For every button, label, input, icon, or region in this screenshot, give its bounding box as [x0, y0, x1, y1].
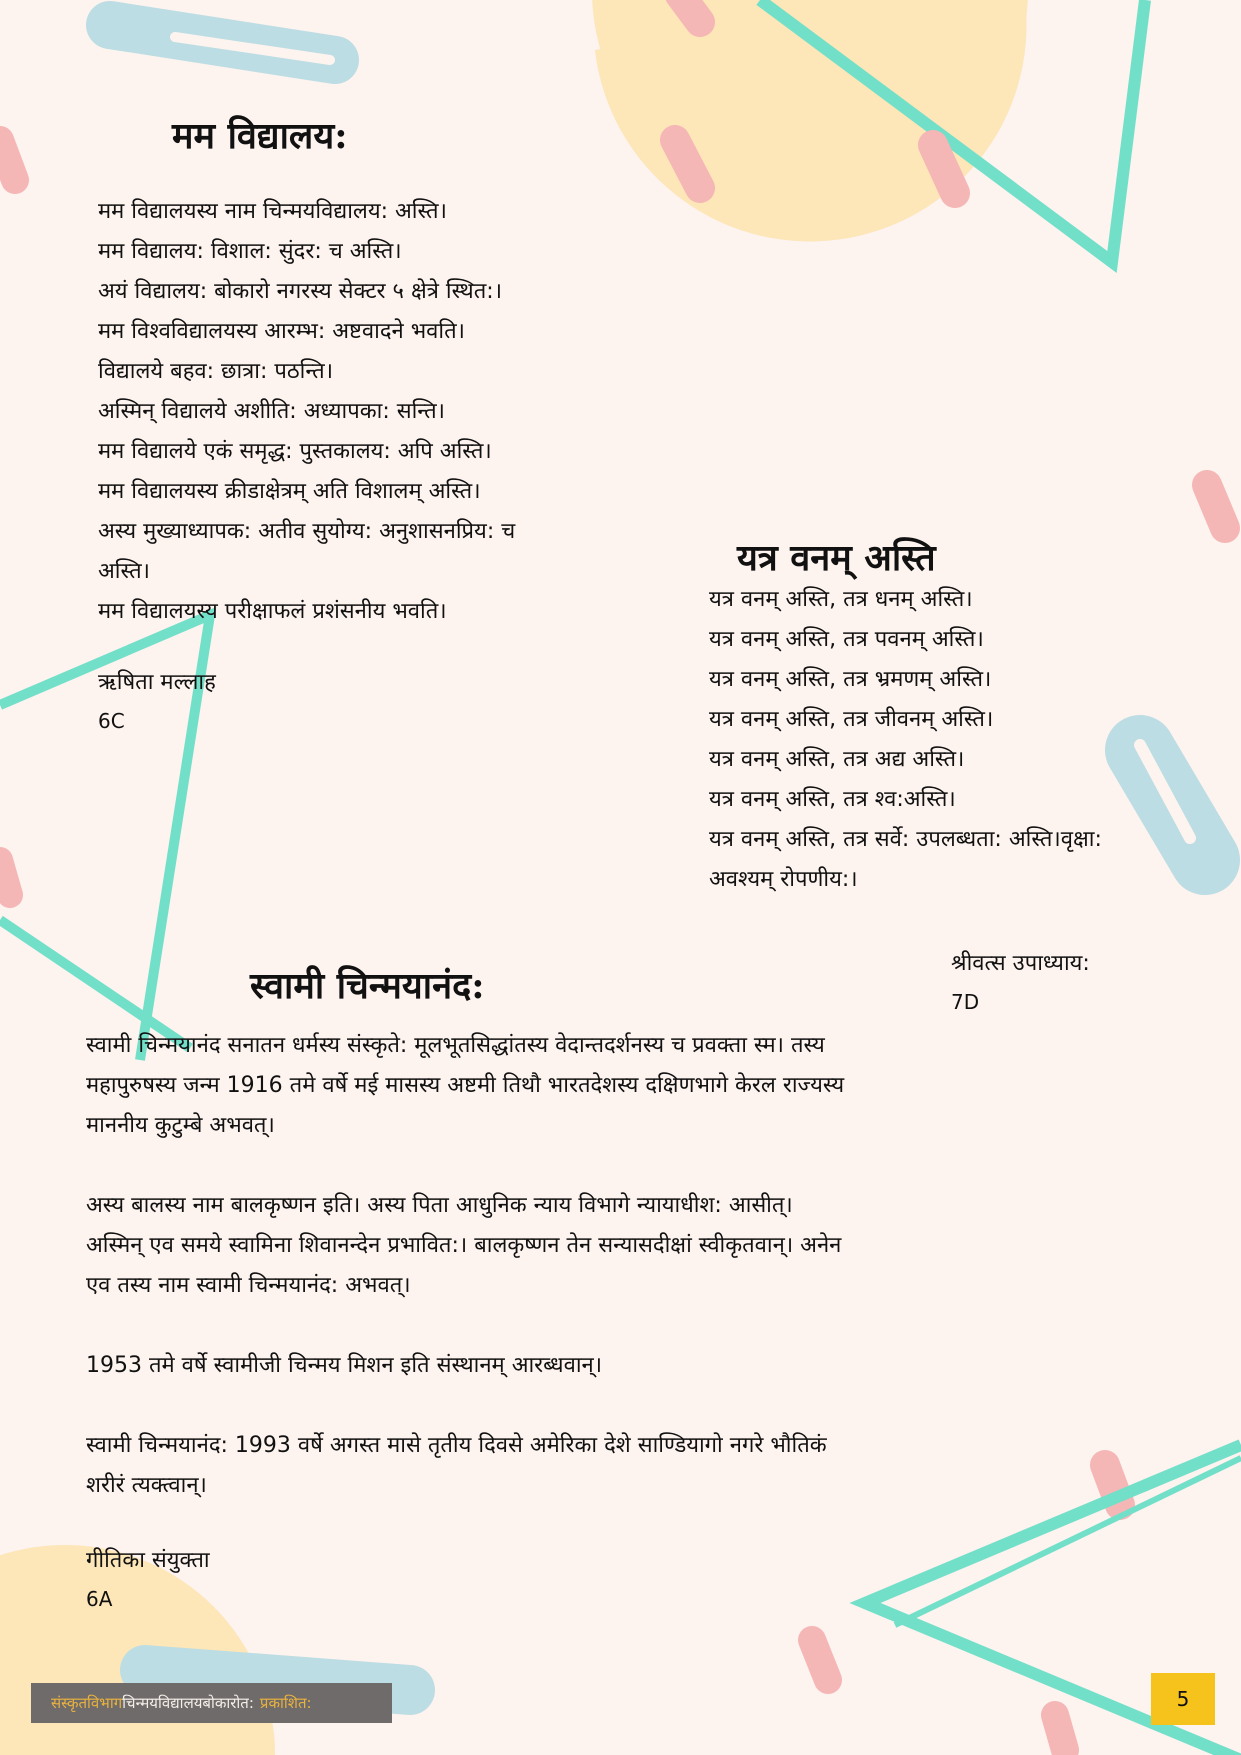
- text-line: अस्य मुख्याध्यापक: अतीव सुयोग्य: अनुशासनप्रिय: च: [98, 519, 516, 544]
- forest-class: 7D: [951, 990, 980, 1014]
- text-line: यत्र वनम् अस्ति, तत्र पवनम् अस्ति।: [709, 627, 984, 652]
- text-line: अस्ति।: [98, 559, 150, 584]
- footer-published: प्रकाशित:: [259, 1694, 312, 1712]
- swami-paragraph: 1953 तमे वर्षे स्वामीजी चिन्मय मिशन इति संस्थानम् आरब्धवान्।: [86, 1353, 603, 1378]
- forest-author: श्रीवत्स उपाध्याय:: [951, 951, 1090, 976]
- swami-paragraph: अस्य बालस्य नाम बालकृष्णन इति। अस्य पिता आधुनिक न्याय विभागे न्यायाधीश: आसीत्। अस्मिन् एव समये स्वामिना शिवानन्देन प्रभावित:। बालकृष्णन तेन सन्यासदीक्षां स्वीकृतवान्। अनेन एव तस्य नाम स्वामी चिन्मयानंद: अभवत्।: [86, 1193, 842, 1298]
- text-line: यत्र वनम् अस्ति, तत्र भ्रमणम् अस्ति।: [709, 667, 992, 692]
- text-line: यत्र वनम् अस्ति, तत्र जीवनम् अस्ति।: [709, 707, 994, 732]
- text-line: मम विद्यालयस्य क्रीडाक्षेत्रम् अति विशालम् अस्ति।: [98, 479, 481, 504]
- school-author: ऋषिता मल्लाह: [98, 670, 216, 695]
- text-line: मम विद्यालयस्य नाम चिन्मयविद्यालय: अस्ति।: [98, 199, 447, 224]
- text-line: मम विश्वविद्यालयस्य आरम्भ: अष्टवादने भवति।: [98, 319, 465, 344]
- forest-title: यत्र वनम् अस्ति: [737, 537, 936, 579]
- page-number: 5: [1151, 1673, 1215, 1725]
- text-line: अयं विद्यालय: बोकारो नगरस्य सेक्टर ५ क्षेत्रे स्थित:।: [98, 279, 503, 304]
- swami-paragraph: स्वामी चिन्मयानंद: 1993 वर्षे अगस्त मासे तृतीय दिवसे अमेरिका देशे साण्डियागो नगरे भौतिकं शरीरं त्यक्त्वान्।: [86, 1433, 827, 1498]
- school-lines: [98, 192, 658, 632]
- forest-byline: [951, 945, 1211, 1021]
- text-line: विद्यालये बहव: छात्रा: पठन्ति।: [98, 359, 334, 384]
- text-line: मम विद्यालय: विशाल: सुंदर: च अस्ति।: [98, 239, 402, 264]
- text-line: यत्र वनम् अस्ति, तत्र श्व:अस्ति।: [709, 787, 956, 812]
- text-line: यत्र वनम् अस्ति, तत्र सर्वे: उपलब्धता: अस्ति।वृक्षा:: [709, 827, 1102, 852]
- school-class: 6C: [98, 709, 125, 733]
- swami-author: गीतिका संयुक्ता: [86, 1548, 210, 1573]
- swami-class: 6A: [86, 1587, 113, 1611]
- swami-article: [86, 960, 856, 1618]
- school-article: [98, 110, 658, 740]
- swami-paragraph: स्वामी चिन्मयानंद सनातन धर्मस्य संस्कृते: मूलभूतसिद्धांतस्य वेदान्तदर्शनस्य च प्रवक्ता स्म। तस्य महापुरुषस्य जन्म 1916 तमे वर्षे मई मासस्य अष्टमी तिथौ भारतदेशस्य दक्षिणभागे केरल राज्यस्य माननीय कुटुम्बे अभवत्।: [86, 1033, 845, 1138]
- footer-school: चिन्मयविद्यालयबोकारोत:: [122, 1694, 254, 1712]
- forest-poem: [709, 532, 1229, 900]
- text-line: अवश्यम् रोपणीय:।: [709, 867, 858, 892]
- footer-bar: [31, 1683, 392, 1723]
- text-line: मम विद्यालये एकं समृद्ध: पुस्तकालय: अपि अस्ति।: [98, 439, 492, 464]
- text-line: यत्र वनम् अस्ति, तत्र धनम् अस्ति।: [709, 587, 973, 612]
- text-line: मम विद्यालयस्य परीक्षाफलं प्रशंसनीय भवति।: [98, 599, 447, 624]
- swami-title: स्वामी चिन्मयानंद:: [250, 965, 485, 1007]
- text-line: यत्र वनम् अस्ति, तत्र अद्य अस्ति।: [709, 747, 965, 772]
- school-title: मम विद्यालय:: [172, 115, 348, 157]
- footer-department: संस्कृतविभाग: [51, 1694, 123, 1712]
- text-line: अस्मिन् विद्यालये अशीति: अध्यापका: सन्ति।: [98, 399, 445, 424]
- forest-lines: [709, 580, 1229, 900]
